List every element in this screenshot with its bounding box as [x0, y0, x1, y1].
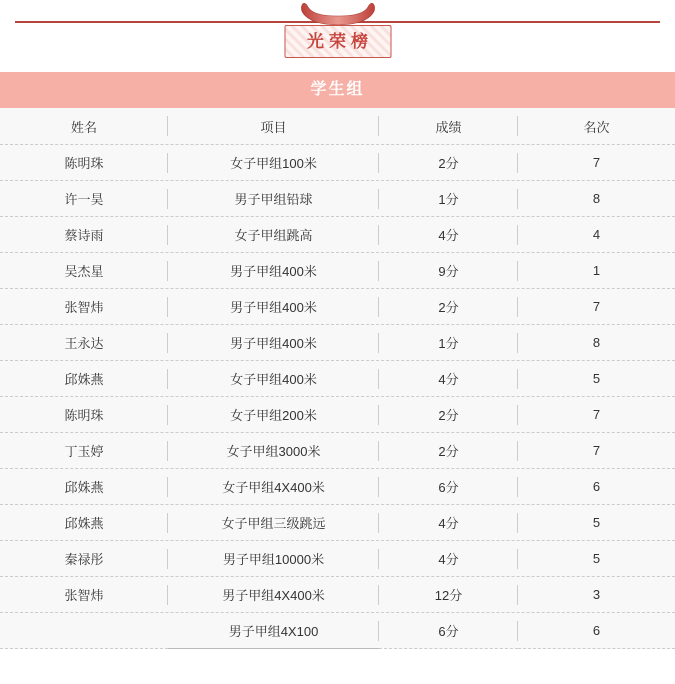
cell-event: 女子甲组3000米: [168, 433, 379, 468]
cell-name: 邱姝燕: [0, 505, 168, 540]
cell-rank: 8: [592, 335, 601, 350]
cell-name: 张智炜: [0, 577, 168, 612]
top-banner: [0, 0, 675, 72]
cell-rank: 5: [592, 371, 601, 386]
cell-score: 9分: [379, 253, 518, 288]
cell-event: 女子甲组4X400米: [168, 469, 379, 504]
cell-event: 男子甲组10000米: [168, 541, 379, 576]
table-body: [0, 145, 675, 649]
table-row: [0, 505, 675, 541]
cell-event: 男子甲组400米: [168, 289, 379, 324]
cell-score: 2分: [379, 433, 518, 468]
cell-name: 张智炜: [0, 289, 168, 324]
table-row: [0, 433, 675, 469]
table-row: [0, 217, 675, 253]
column-header-score: 成绩: [379, 108, 518, 144]
cell-score: 4分: [379, 505, 518, 540]
cell-event: 女子甲组100米: [168, 145, 379, 180]
cell-score: 6分: [379, 613, 518, 649]
page-title-badge: 光荣榜: [284, 25, 391, 58]
cell-name: 邱姝燕: [0, 469, 168, 504]
cell-event: 男子甲组铅球: [168, 181, 379, 216]
cell-rank: 7: [592, 155, 601, 170]
ox-horns-icon: [298, 1, 378, 27]
cell-name: 秦禄彤: [0, 541, 168, 576]
cell-score: 4分: [379, 361, 518, 396]
column-header-rank: 名次: [583, 119, 610, 135]
table-row: [0, 577, 675, 613]
cell-event: 男子甲组400米: [168, 253, 379, 288]
cell-score: 2分: [379, 145, 518, 180]
cell-score: 1分: [379, 181, 518, 216]
cell-event: 女子甲组跳高: [168, 217, 379, 252]
column-header-event: 项目: [168, 108, 379, 144]
cell-score: 12分: [379, 577, 518, 612]
cell-score: 6分: [379, 469, 518, 504]
cell-name: [0, 613, 168, 649]
table-row: [0, 181, 675, 217]
table-row: [0, 469, 675, 505]
cell-name: 丁玉婷: [0, 433, 168, 468]
results-table: [0, 108, 675, 649]
table-row: [0, 613, 675, 649]
cell-name: 陈明珠: [0, 397, 168, 432]
table-row: [0, 397, 675, 433]
cell-rank: 5: [592, 515, 601, 530]
table-row: [0, 325, 675, 361]
cell-rank: 7: [592, 407, 601, 422]
table-row: [0, 145, 675, 181]
cell-rank: 5: [592, 551, 601, 566]
table-row: [0, 253, 675, 289]
table-header-row: [0, 108, 675, 145]
cell-rank: 6: [592, 479, 601, 494]
cell-score: 1分: [379, 325, 518, 360]
cell-rank: 7: [592, 443, 601, 458]
cell-event: 男子甲组400米: [168, 325, 379, 360]
cell-name: 陈明珠: [0, 145, 168, 180]
cell-rank: 6: [518, 613, 675, 649]
cell-rank: 8: [592, 191, 601, 206]
cell-score: 4分: [379, 217, 518, 252]
column-header-name: 姓名: [0, 108, 168, 144]
cell-name: 王永达: [0, 325, 168, 360]
cell-score: 4分: [379, 541, 518, 576]
cell-event: 男子甲组4X100: [168, 613, 379, 649]
cell-name: 邱姝燕: [0, 361, 168, 396]
group-header: 学生组: [0, 72, 675, 108]
cell-name: 吴杰星: [0, 253, 168, 288]
table-row: [0, 541, 675, 577]
cell-name: 许一昊: [0, 181, 168, 216]
cell-name: 蔡诗雨: [0, 217, 168, 252]
cell-rank: 3: [592, 587, 601, 602]
cell-rank: 1: [592, 263, 601, 278]
table-row: [0, 289, 675, 325]
cell-event: 女子甲组400米: [168, 361, 379, 396]
cell-score: 2分: [379, 289, 518, 324]
bottom-spacer: [0, 649, 675, 684]
table-row: [0, 361, 675, 397]
cell-score: 2分: [379, 397, 518, 432]
cell-event: 男子甲组4X400米: [168, 577, 379, 612]
cell-rank: 7: [592, 299, 601, 314]
cell-event: 女子甲组三级跳远: [168, 505, 379, 540]
cell-event: 女子甲组200米: [168, 397, 379, 432]
cell-rank: 4: [592, 227, 601, 242]
